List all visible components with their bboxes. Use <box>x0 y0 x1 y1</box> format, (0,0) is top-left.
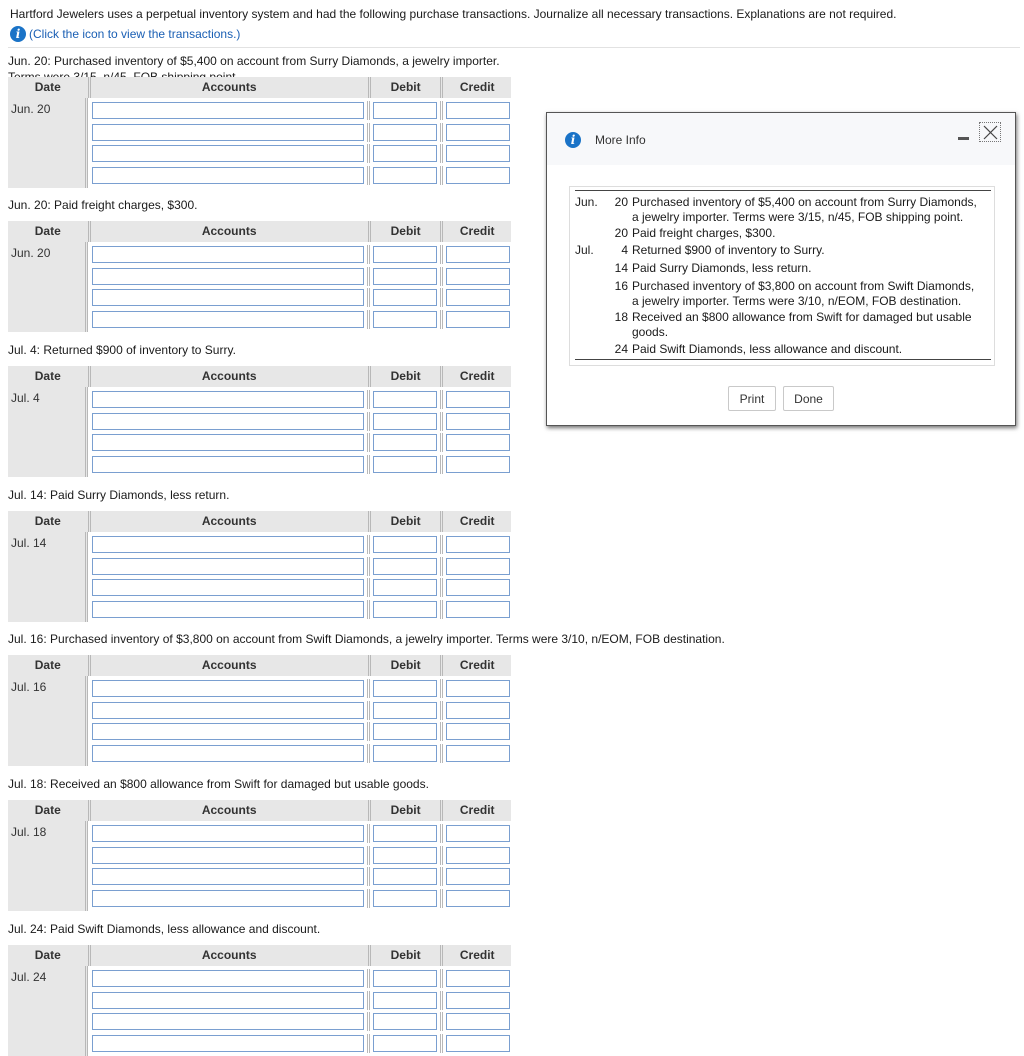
credit-input[interactable] <box>446 268 510 285</box>
table-header <box>8 366 511 387</box>
column-separator <box>440 101 443 120</box>
journal-section-jun20-purchase <box>8 53 511 116</box>
credit-input[interactable] <box>446 579 510 596</box>
column-separator <box>440 600 443 619</box>
column-separator <box>440 701 443 720</box>
journal-line <box>88 1034 511 1053</box>
tx-day: 16 <box>614 279 628 293</box>
account-input[interactable] <box>92 601 364 618</box>
journal-section-jul18-allowance <box>8 776 511 839</box>
header-debit: Debit <box>371 511 444 532</box>
entry-rows <box>88 98 511 188</box>
journal-table <box>8 655 511 766</box>
journal-line <box>88 867 511 886</box>
account-input[interactable] <box>92 102 364 119</box>
debit-input[interactable] <box>373 723 437 740</box>
account-input[interactable] <box>92 434 364 451</box>
column-separator <box>367 101 370 120</box>
column-separator <box>367 535 370 554</box>
close-button[interactable] <box>979 122 1001 142</box>
column-separator <box>367 824 370 843</box>
credit-input[interactable] <box>446 558 510 575</box>
journal-line <box>88 969 511 988</box>
dialog-title: More Info <box>595 133 646 147</box>
header-accounts: Accounts <box>91 945 371 966</box>
entry-date: Jun. 20 <box>8 242 88 332</box>
column-separator <box>367 288 370 307</box>
debit-input[interactable] <box>373 992 437 1009</box>
account-input[interactable] <box>92 702 364 719</box>
table-header <box>8 77 511 98</box>
column-separator <box>440 455 443 474</box>
account-input[interactable] <box>92 268 364 285</box>
column-separator <box>440 889 443 908</box>
column-separator <box>440 288 443 307</box>
journal-line <box>88 701 511 720</box>
header-credit: Credit <box>459 224 495 238</box>
header-debit: Debit <box>371 800 444 821</box>
entry-date: Jul. 16 <box>8 676 88 766</box>
account-input[interactable] <box>92 847 364 864</box>
tx-day: 20 <box>614 195 628 209</box>
column-separator <box>440 433 443 452</box>
debit-input[interactable] <box>373 124 437 141</box>
header-date: Date <box>8 945 91 966</box>
column-separator <box>440 166 443 185</box>
journal-line <box>88 557 511 576</box>
journal-section-jul4-return <box>8 342 511 405</box>
column-separator <box>367 969 370 988</box>
tx-day: 18 <box>614 310 628 324</box>
account-input[interactable] <box>92 992 364 1009</box>
column-separator <box>440 1012 443 1031</box>
column-separator <box>367 846 370 865</box>
table-header <box>8 800 511 821</box>
debit-input[interactable] <box>373 102 437 119</box>
tx-day: 14 <box>614 261 628 275</box>
info-icon[interactable]: i <box>10 26 26 42</box>
account-input[interactable] <box>92 289 364 306</box>
debit-input[interactable] <box>373 289 437 306</box>
debit-input[interactable] <box>373 868 437 885</box>
instructions <box>10 6 1014 42</box>
column-separator <box>440 969 443 988</box>
table-body <box>8 387 511 477</box>
credit-input[interactable] <box>446 1035 510 1052</box>
journal-line <box>88 433 511 452</box>
account-input[interactable] <box>92 413 364 430</box>
column-separator <box>367 433 370 452</box>
journal-line <box>88 123 511 142</box>
table-header <box>8 655 511 676</box>
tx-text: Purchased inventory of $5,400 on account from Surry Diamonds, a jewelry importer. Terms were 3/15, n/45, FOB shipping point. <box>632 195 977 224</box>
account-input[interactable] <box>92 1013 364 1030</box>
entry-date: Jul. 14 <box>8 532 88 622</box>
minimize-icon[interactable] <box>958 137 969 140</box>
header-credit: Credit <box>459 514 495 528</box>
credit-input[interactable] <box>446 145 510 162</box>
header-credit: Credit <box>459 948 495 962</box>
debit-input[interactable] <box>373 311 437 328</box>
journal-line <box>88 824 511 843</box>
debit-input[interactable] <box>373 536 437 553</box>
journal-line <box>88 535 511 554</box>
column-separator <box>367 679 370 698</box>
debit-input[interactable] <box>373 1035 437 1052</box>
column-separator <box>440 535 443 554</box>
transactions-table <box>569 186 995 366</box>
journal-section-jul16-purchase <box>8 631 725 694</box>
column-separator <box>367 166 370 185</box>
journal-line <box>88 310 511 329</box>
tx-text: Paid Swift Diamonds, less allowance and discount. <box>632 342 903 356</box>
column-separator <box>440 846 443 865</box>
credit-input[interactable] <box>446 825 510 842</box>
debit-input[interactable] <box>373 890 437 907</box>
column-separator <box>440 412 443 431</box>
journal-table <box>8 945 511 1056</box>
credit-input[interactable] <box>446 702 510 719</box>
header-accounts: Accounts <box>91 221 371 242</box>
top-rule <box>575 190 991 191</box>
entry-date: Jul. 4 <box>8 387 88 477</box>
journal-line <box>88 455 511 474</box>
header-debit: Debit <box>371 221 444 242</box>
journal-line <box>88 744 511 763</box>
debit-input[interactable] <box>373 558 437 575</box>
table-body <box>8 98 511 188</box>
column-separator <box>440 679 443 698</box>
debit-input[interactable] <box>373 268 437 285</box>
column-separator <box>440 123 443 142</box>
column-separator <box>367 701 370 720</box>
done-button[interactable]: Done <box>783 386 834 411</box>
journal-table <box>8 221 511 332</box>
debit-input[interactable] <box>373 1013 437 1030</box>
column-separator <box>367 722 370 741</box>
header-debit: Debit <box>371 366 444 387</box>
more-info-dialog <box>546 112 1016 426</box>
column-separator <box>440 310 443 329</box>
header-date: Date <box>8 77 91 98</box>
account-input[interactable] <box>92 680 364 697</box>
credit-input[interactable] <box>446 890 510 907</box>
entry-rows <box>88 532 511 622</box>
debit-input[interactable] <box>373 434 437 451</box>
header-date: Date <box>8 800 91 821</box>
tx-text: Received an $800 allowance from Swift for damaged but usable goods. <box>632 310 972 339</box>
tx-day: 4 <box>621 243 628 257</box>
header-debit: Debit <box>371 655 444 676</box>
account-input[interactable] <box>92 167 364 184</box>
column-separator <box>367 744 370 763</box>
column-separator <box>367 991 370 1010</box>
header-accounts: Accounts <box>91 366 371 387</box>
credit-input[interactable] <box>446 102 510 119</box>
journal-line <box>88 412 511 431</box>
account-input[interactable] <box>92 246 364 263</box>
header-accounts: Accounts <box>91 655 371 676</box>
entry-rows <box>88 242 511 332</box>
tx-text: Paid freight charges, $300. <box>632 226 776 240</box>
credit-input[interactable] <box>446 680 510 697</box>
header-credit: Credit <box>459 658 495 672</box>
credit-input[interactable] <box>446 311 510 328</box>
header-accounts: Accounts <box>91 77 371 98</box>
info-icon: i <box>565 132 581 148</box>
account-input[interactable] <box>92 890 364 907</box>
debit-input[interactable] <box>373 702 437 719</box>
credit-input[interactable] <box>446 745 510 762</box>
column-separator <box>367 600 370 619</box>
credit-input[interactable] <box>446 868 510 885</box>
account-input[interactable] <box>92 579 364 596</box>
column-separator <box>367 123 370 142</box>
column-separator <box>440 744 443 763</box>
journal-table <box>8 77 511 188</box>
account-input[interactable] <box>92 1035 364 1052</box>
debit-input[interactable] <box>373 847 437 864</box>
credit-input[interactable] <box>446 601 510 618</box>
column-separator <box>367 412 370 431</box>
debit-input[interactable] <box>373 680 437 697</box>
journal-line <box>88 288 511 307</box>
credit-input[interactable] <box>446 434 510 451</box>
section-title: Jul. 16: Purchased inventory of $3,800 on account from Swift Diamonds, a jewelry importer. Terms were 3/10, n/EOM, FOB destination. <box>8 632 725 646</box>
entry-rows <box>88 676 511 766</box>
debit-input[interactable] <box>373 579 437 596</box>
header-debit: Debit <box>371 945 444 966</box>
column-separator <box>440 144 443 163</box>
section-title: Jun. 20: Purchased inventory of $5,400 on account from Surry Diamonds, a jewelry importer. <box>8 54 500 68</box>
entry-rows <box>88 821 511 911</box>
account-input[interactable] <box>92 723 364 740</box>
credit-input[interactable] <box>446 536 510 553</box>
credit-input[interactable] <box>446 456 510 473</box>
column-separator <box>367 144 370 163</box>
credit-input[interactable] <box>446 124 510 141</box>
dialog-header <box>547 113 1015 165</box>
journal-table <box>8 800 511 911</box>
entry-rows <box>88 387 511 477</box>
column-separator <box>440 267 443 286</box>
debit-input[interactable] <box>373 391 437 408</box>
account-input[interactable] <box>92 124 364 141</box>
journal-line <box>88 846 511 865</box>
header-date: Date <box>8 366 91 387</box>
header-date: Date <box>8 511 91 532</box>
column-separator <box>367 867 370 886</box>
column-separator <box>367 578 370 597</box>
journal-line <box>88 679 511 698</box>
journal-section-jul24-payment <box>8 921 511 984</box>
column-separator <box>367 889 370 908</box>
credit-input[interactable] <box>446 167 510 184</box>
journal-line <box>88 889 511 908</box>
journal-line <box>88 245 511 264</box>
table-header <box>8 945 511 966</box>
section-title: Jul. 4: Returned $900 of inventory to Surry. <box>8 343 236 357</box>
column-separator <box>367 267 370 286</box>
column-separator <box>440 557 443 576</box>
account-input[interactable] <box>92 391 364 408</box>
account-input[interactable] <box>92 536 364 553</box>
section-title: Jul. 24: Paid Swift Diamonds, less allowance and discount. <box>8 922 321 936</box>
column-separator <box>367 455 370 474</box>
journal-section-jul14-payment <box>8 487 511 550</box>
tx-day: 20 <box>614 226 628 240</box>
entry-date: Jun. 20 <box>8 98 88 188</box>
credit-input[interactable] <box>446 723 510 740</box>
table-body <box>8 821 511 911</box>
header-credit: Credit <box>459 369 495 383</box>
journal-table <box>8 511 511 622</box>
month-jul: Jul. <box>575 243 594 257</box>
print-button[interactable]: Print <box>728 386 776 411</box>
table-header <box>8 221 511 242</box>
account-input[interactable] <box>92 825 364 842</box>
header-debit: Debit <box>371 77 444 98</box>
view-transactions-label[interactable]: (Click the icon to view the transactions.) <box>29 27 241 41</box>
credit-input[interactable] <box>446 1013 510 1030</box>
journal-line <box>88 144 511 163</box>
credit-input[interactable] <box>446 246 510 263</box>
column-separator <box>440 722 443 741</box>
credit-input[interactable] <box>446 992 510 1009</box>
debit-input[interactable] <box>373 456 437 473</box>
journal-line <box>88 267 511 286</box>
table-body <box>8 242 511 332</box>
column-separator <box>367 1012 370 1031</box>
debit-input[interactable] <box>373 246 437 263</box>
header-date: Date <box>8 221 91 242</box>
debit-input[interactable] <box>373 970 437 987</box>
section-title: Jul. 14: Paid Surry Diamonds, less return. <box>8 488 230 502</box>
journal-line <box>88 1012 511 1031</box>
account-input[interactable] <box>92 311 364 328</box>
credit-input[interactable] <box>446 970 510 987</box>
journal-line <box>88 991 511 1010</box>
column-separator <box>367 245 370 264</box>
column-separator <box>440 867 443 886</box>
journal-line <box>88 390 511 409</box>
header-accounts: Accounts <box>91 511 371 532</box>
column-separator <box>440 245 443 264</box>
bottom-rule <box>575 359 991 360</box>
journal-line <box>88 600 511 619</box>
account-input[interactable] <box>92 745 364 762</box>
debit-input[interactable] <box>373 145 437 162</box>
divider <box>8 47 1020 48</box>
column-separator <box>367 390 370 409</box>
column-separator <box>440 390 443 409</box>
journal-line <box>88 578 511 597</box>
credit-input[interactable] <box>446 847 510 864</box>
header-date: Date <box>8 655 91 676</box>
entry-date: Jul. 18 <box>8 821 88 911</box>
account-input[interactable] <box>92 456 364 473</box>
debit-input[interactable] <box>373 745 437 762</box>
month-jun: Jun. <box>575 195 598 209</box>
tx-text: Purchased inventory of $3,800 on account from Swift Diamonds, a jewelry importer. Terms were 3/10, n/EOM, FOB destination. <box>632 279 975 308</box>
column-separator <box>367 557 370 576</box>
credit-input[interactable] <box>446 413 510 430</box>
account-input[interactable] <box>92 970 364 987</box>
journal-line <box>88 101 511 120</box>
header-accounts: Accounts <box>91 800 371 821</box>
section-title: Jul. 18: Received an $800 allowance from Swift for damaged but usable goods. <box>8 777 429 791</box>
header-credit: Credit <box>459 80 495 94</box>
journal-table <box>8 366 511 477</box>
table-body <box>8 532 511 622</box>
debit-input[interactable] <box>373 167 437 184</box>
instructions-text: Hartford Jewelers uses a perpetual inventory system and had the following purchase transactions. Journalize all necessary transactions. Explanations are not required. <box>10 7 897 21</box>
debit-input[interactable] <box>373 413 437 430</box>
entry-date: Jul. 24 <box>8 966 88 1056</box>
column-separator <box>367 310 370 329</box>
journal-line <box>88 166 511 185</box>
column-separator <box>440 824 443 843</box>
debit-input[interactable] <box>373 601 437 618</box>
view-transactions-link[interactable] <box>10 26 1014 42</box>
column-separator <box>440 1034 443 1053</box>
table-body <box>8 676 511 766</box>
account-input[interactable] <box>92 145 364 162</box>
column-separator <box>440 578 443 597</box>
account-input[interactable] <box>92 868 364 885</box>
tx-text: Returned $900 of inventory to Surry. <box>632 243 825 257</box>
journal-line <box>88 722 511 741</box>
column-separator <box>367 1034 370 1053</box>
header-credit: Credit <box>459 803 495 817</box>
credit-input[interactable] <box>446 391 510 408</box>
account-input[interactable] <box>92 558 364 575</box>
close-icon <box>983 125 998 140</box>
table-header <box>8 511 511 532</box>
tx-text: Paid Surry Diamonds, less return. <box>632 261 812 275</box>
journal-section-jun20-freight <box>8 197 511 260</box>
section-title: Jun. 20: Paid freight charges, $300. <box>8 198 198 212</box>
debit-input[interactable] <box>373 825 437 842</box>
tx-day: 24 <box>614 342 628 356</box>
column-separator <box>440 991 443 1010</box>
credit-input[interactable] <box>446 289 510 306</box>
